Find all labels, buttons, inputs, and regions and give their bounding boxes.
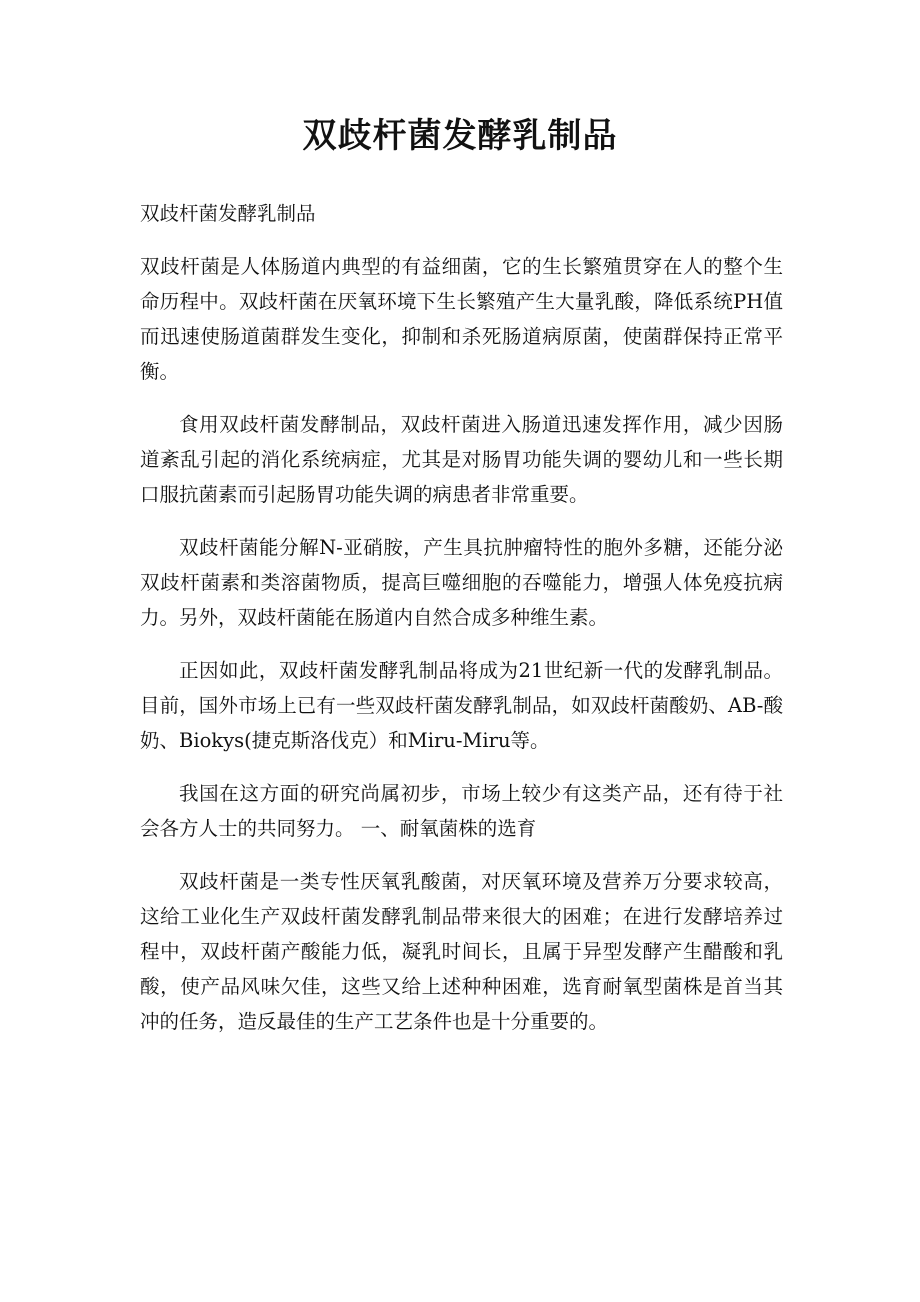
document-body <box>140 196 783 1057</box>
document-title: 双歧杆菌发酵乳制品 <box>302 116 618 156</box>
paragraph-market: 正因如此，双歧杆菌发酵乳制品将成为21世纪新一代的发酵乳制品。目前，国外市场上已有一些双歧杆菌发酵乳制品，如双歧杆菌酸奶、AB-酸奶、Biokys(捷克斯洛伐克）和Miru-Miru等。 <box>140 659 783 752</box>
paragraph-domestic-research: 我国在这方面的研究尚属初步，市场上较少有这类产品，还有待于社会各方人士的共同努力。 一、耐氧菌株的选育 <box>140 782 783 840</box>
paragraph-intro: 双歧杆菌是人体肠道内典型的有益细菌，它的生长繁殖贯穿在人的整个生命历程中。双歧杆菌在厌氧环境下生长繁殖产生大量乳酸，降低系统PH值而迅速使肠道菌群发生变化，抑制和杀死肠道病原菌，使菌群保持正常平衡。 <box>140 255 783 383</box>
document-subtitle: 双歧杆菌发酵乳制品 <box>140 202 316 225</box>
paragraph-health-benefits: 双歧杆菌能分解N-亚硝胺，产生具抗肿瘤特性的胞外多糖，还能分泌双歧杆菌素和类溶菌物质，提高巨噬细胞的吞噬能力，增强人体免疫抗病力。另外，双歧杆菌能在肠道内自然合成多种维生素。 <box>140 536 783 629</box>
paragraph-consumption: 食用双歧杆菌发酵制品，双歧杆菌进入肠道迅速发挥作用，减少因肠道紊乱引起的消化系统病症，尤其是对肠胃功能失调的婴幼儿和一些长期口服抗菌素而引起肠胃功能失调的病患者非常重要。 <box>140 413 783 506</box>
paragraph-strain-selection: 双歧杆菌是一类专性厌氧乳酸菌，对厌氧环境及营养万分要求较高，这给工业化生产双歧杆菌发酵乳制品带来很大的困难；在进行发酵培养过程中，双歧杆菌产酸能力低，凝乳时间长，且属于异型发酵产生醋酸和乳酸，使产品风味欠佳，这些又给上述种种困难，选育耐氧型菌株是首当其冲的任务，造反最佳的生产工艺条件也是十分重要的。 <box>140 870 783 1033</box>
